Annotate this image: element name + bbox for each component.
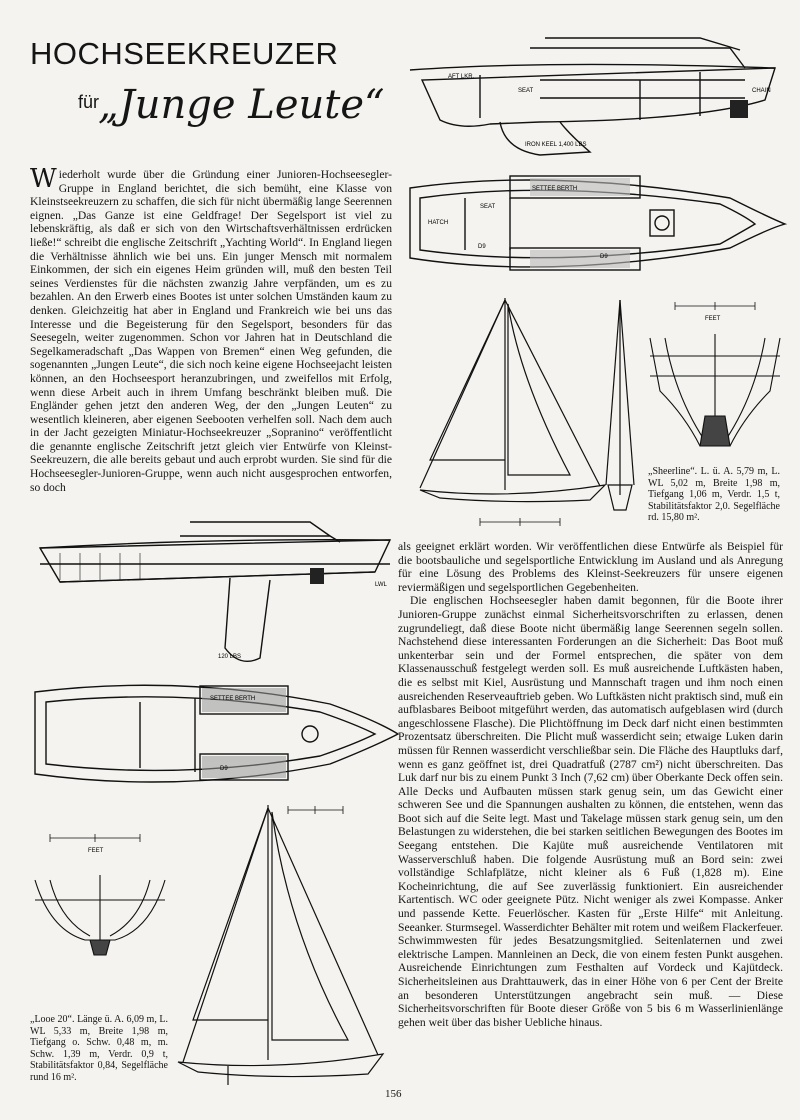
label-seat: SEAT	[518, 88, 534, 94]
label-seat-plan: SEAT	[480, 204, 496, 210]
dropcap: W	[30, 164, 57, 194]
label-settee-berth: SETTEE BERTH	[532, 186, 578, 192]
article-column-2	[398, 540, 783, 1029]
junior-profile-drawing	[30, 508, 400, 668]
label-hatch: HATCH	[428, 220, 449, 226]
column2-paragraph-2: Die englischen Hochseesegler haben damit begonnen, für die Boote ihrer Junioren-Gruppe zunächst einmal Sicherheitsvorschriften zu erlassen, denen zugrundeliegt, daß diese Boote nicht übermäßig lange Seerennen segeln sollen. Nachstehend diese interessanten Forderungen an die Sicherheit: Das Boot muß unkenterbar sein und der Formel entsprechen, die später von dem Klassenausschuß festgelegt werden soll. Es muß ausreichende Luftkästen haben, die es selbst mit Kiel, Ausrüstung und Mannschaft tragen und ihm noch einen ausreichenden Reserveauftrieb geben. Wo Luftkästen nicht praktisch sind, muß ein aufblasbares Beiboot mitgeführt werden, das automatisch aufgeblasen wird (durch angeschlossene Flasche). Die Plichtöffnung im Deck darf nicht einen bestimmten Prozentsatz überschreiten. Die Plicht muß wasserdicht sein; etwaige Luken darin müssen für Rennen wasserdicht verschließbar sein. Die Fläche des Hauptluks darf, wenn es ganz geöffnet ist, drei Quadratfuß (2787 cm²) nicht überschreiten. Das Luk darf nur bis zu einem Punkt 3 Inch (7,62 cm) über Oberkante Deck offen sein. Alle Decks und Aufbauten müssen stark genug sein, um das Gewicht einer schweren See und die Spannungen aushalten zu können, die entstehen, wenn das Boot sich auf die Seite legt. Mast und Takelage müssen stark genug sein, um den Belastungen zu widerstehen, die bei starken seitlichen Bewegungen des Bootes im Seegang entstehen. Die Kajüte muß ausreichende Ventilatoren mit Wasserverschluß haben. Die folgende Ausrüstung muß an Bord sein: zwei vollständige Schlafplätze, nicht kleiner als 6 Fuß (1,828 m). Eine Kocheinrichtung, die auf See zuverlässig funktioniert. Ein ausreichender Kartentisch. WC oder geeignete Pütz. Nicht weniger als zwei Kompasse. Anker und passende Kette. Feuerlöscher. Kasten für „Erste Hilfe“ mit Anleitung. Seeanker. Sturmsegel. Wasserdichter Behälter mit rotem und weißem Flackerfeuer. Schwimmwesten für jedes Besatzungsmitglied. Seitenlaternen und zwei elektrische Lampen. Mannleinen an Deck, die von einem festen Punkt ausgehen. Ausreichende Einrichtungen zum Festhalten auf Vordeck und Kajütdeck. Sicherheitsleinen aus Drahttauwerk, das in einer Höhe von 6 per Cent der Breite an besonderen Unterstützungen angebracht sein muß. — Diese Sicherheitsvorschriften für Boote dieser Größe von 5 bis 6 m Wasserlinienlänge gehen weit über das bisher Uebliche hinaus.	[398, 594, 783, 1029]
label-feet-looe: FEET	[88, 848, 104, 854]
sheerline-body-plan	[645, 296, 785, 456]
label-d9-junior: D9	[220, 766, 228, 772]
label-d9-2: D9	[600, 254, 608, 260]
looe-body-plan	[30, 830, 170, 960]
sheerline-mast-elevation	[600, 295, 640, 525]
caption-sheerline: „Sheerline“. L. ü. A. 5,79 m, L. WL 5,02 m, Breite 1,98 m, Tiefgang 1,06 m, Verdr. 1,5 t, Stabilitätsfaktor 2,0. Segelfläche rd. 15,80 m².	[648, 466, 780, 523]
article-title: HOCHSEEKREUZER	[30, 36, 339, 71]
looe-sail-plan	[168, 800, 398, 1090]
label-d9: D9	[478, 244, 486, 250]
page-number: 156	[385, 1088, 402, 1100]
label-120-lbs: 120 LBS	[218, 654, 242, 660]
column1-text: iederholt wurde über die Gründung einer Junioren-Hochseesegler-Gruppe in England berichtet, die sich bemüht, eine Klasse von Kleinstseekreuzern zu schaffen, die sich für nicht übermäßig lange Seerennen eignen. „Das Ganze ist eine Geldfrage! Der Segelsport ist viel zu lebenskräftig, als daß er sich von den Wirtschaftsverhältnissen erdrücken ließe!“ schreibt die englische Zeitschrift „Yachting World“. In England liegen die Verhältnisse ähnlich wie bei uns. Ein junger Mensch mit normalem Einkommen, der sich ein eigenes Heim gründen will, muß den besten Teil seines Verdienstes für die nächsten zwanzig Jahre verpfänden, um es zu bezahlen. An den Erwerb eines Bootes ist unter solchen Umständen kaum zu denken. Gleichzeitig hat aber in England und Frankreich wie bei uns das Interesse und die Begeisterung für den Segelsport, besonders für das Seesegeln, weiter zugenommen. Schon vor Jahren hat in Deutschland die Segelkameradschaft „Das Wappen von Bremen“ einen Weg gefunden, die sogenannten „Jungen Leute“, die sich noch keine eigene Hochseejacht leisten können, an den Hochseesport heranzubringen, und zweifellos mit Erfolg, wenn diese Arbeit auch in ihrem Umfang beschränkt bleiben muß. Die Engländer gehen jetzt den anderen Weg, der den „Jungen Leuten“ zu wesentlich kleineren, aber eigenen Seebooten verhelfen soll. Nach dem auch in der Jacht gezeigten Miniatur-Hochseekreuzer „Sopranino“ veröffentlicht die genannte englische Zeitschrift jetzt gleich vier Entwürfe von Kleinst-Seekreuzern, die alle bereits gebaut und auch erprobt wurden. Sie sind für die Hochseesegler-Junioren-Gruppe, wenn auch nicht ausgesprochen entworfen, so doch	[30, 168, 392, 494]
article-subtitle: „Junge Leute“	[98, 82, 385, 128]
column2-paragraph-1: als geeignet erklärt worden. Wir veröffentlichen diese Entwürfe als Beispiel für die bootsbauliche und segelsportliche Entwicklung im Ausland und als Anregung für eine Lösung des Problems des Kleinst-Seekreuzers für unsere eigenen reviermäßigen und segelsportlichen Gegebenheiten.	[398, 540, 783, 594]
junior-plan-drawing	[30, 674, 400, 794]
sheerline-profile-drawing	[400, 20, 790, 160]
article-column-1	[30, 164, 392, 494]
title-fuer: für	[78, 92, 100, 112]
label-lwl: LWL	[375, 582, 387, 588]
label-feet-sheerline: FEET	[705, 316, 721, 322]
sheerline-plan-drawing	[400, 168, 790, 280]
label-chain: CHAIN	[752, 88, 771, 94]
label-iron-keel: IRON KEEL 1,400 LBS	[525, 142, 587, 148]
label-aft-lkr: AFT LKR.	[448, 74, 475, 80]
caption-looe: „Looe 20“. Länge ü. A. 6,09 m, L. WL 5,33 m, Breite 1,98 m, Tiefgang o. Schw. 0,48 m, m. Schw. 1,39 m, Verdr. 0,9 t, Stabilitätsfaktor 0,84, Segelfläche rund 16 m².	[30, 1014, 168, 1083]
label-settee-berth-junior: SETTEE BERTH	[210, 696, 256, 702]
